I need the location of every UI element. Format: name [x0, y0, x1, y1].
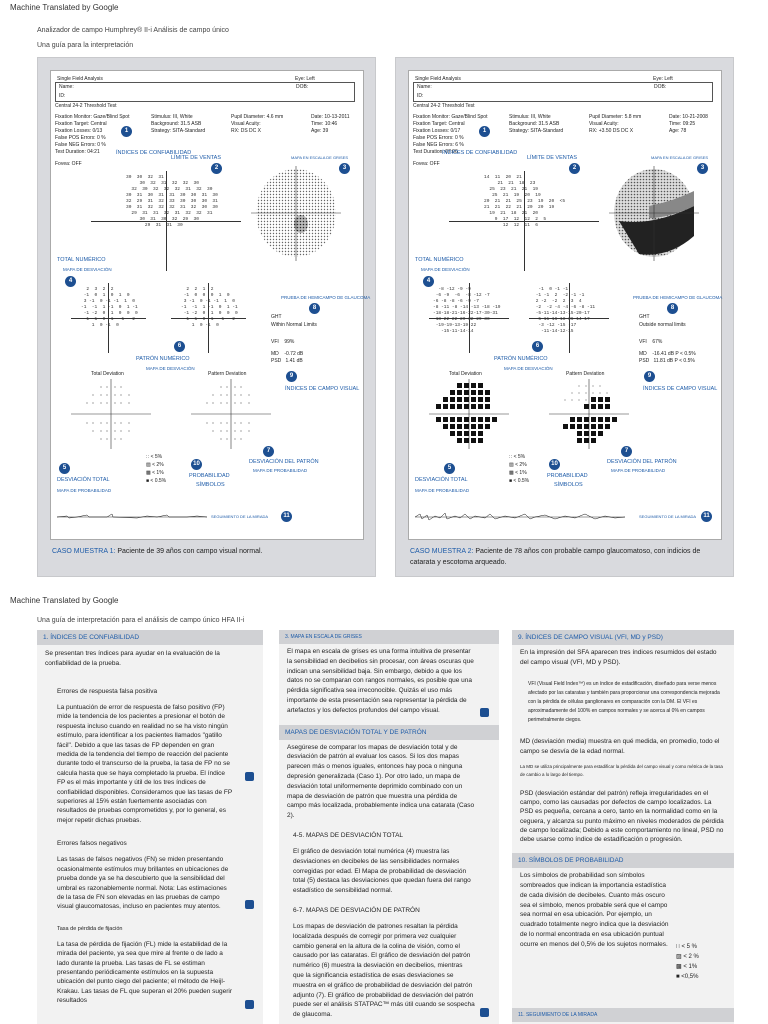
label-desviacion-patron: DESVIACIÓN DEL PATRÓN: [249, 459, 319, 465]
label-seguimiento: SEGUIMIENTO DE LA MIRADA: [211, 514, 269, 519]
label-desviacion-total-2: DESVIACIÓN TOTAL: [415, 477, 468, 483]
label-desviacion-patron-2: DESVIACIÓN DEL PATRÓN: [607, 459, 677, 465]
acuity: Visual Acuity:: [231, 121, 261, 127]
col3-text-2: Los símbolos de probabilidad son símbolos sombreados que indican la importancia estadística de cada división de decibeles. Cuanto más oscuro sea el símbolo, menos probable será que el campo sea normal en esa ubicación. Por ejemplo, un cuadrado totalmente negro indica que la desviación de lo normal encontrada en esa ubicación puntual ocurre en menos del 0,5% de los sujetos normales.: [520, 872, 669, 948]
legend-5: ∷ < 5%: [146, 454, 163, 460]
col2-text-1: El mapa en escala de grises es una forma intuitiva de presentar la sensibilidad en decibelios sin procesar, con áreas oscuras que indican una sensibilidad baja. Sin embargo, debido a que los datos no se comparan con rangos normales, es posible que una pérdida significativa sea irreconocible. Quizás el uso más importante de esta presentación sea representar la pérdida de artefactos y los defectos profundos del campo visual.: [287, 648, 474, 714]
fixation-monitor-2: Fixation Monitor: Gaze/Blind Spot: [413, 114, 488, 120]
col2-text-4: Los mapas de desviación de patrones resaltan la pérdida localizada después de corregir por primera vez cualquier cambio general en la altura de la colina de visión, como el causado por las cataratas. El gráfico de desviación del patrón numérico (6) muestra la desviación en decibelios, mientras que la significancia estadística de esas desviaciones se muestra en el gráfico de probabilidad de desviación del patrón adjunto (7). El gráfico de probabilidad de desviación del patrón puede ser el análisis STATPAC™ más útil cuando se sospecha de glaucoma.: [293, 922, 475, 1019]
rx: RX: DS DC X: [231, 128, 262, 134]
badge-5b: 5: [444, 463, 455, 474]
id-field: ID:: [59, 93, 66, 99]
pattern-deviation-numeric-2: -1 0 -1 -1 -1 -1 2 -2 -1 -1 2 -2 -2 2 -3 4 -2 -2 -4 -4 -6 -8 -11 -5-11-14-13-15-20-17 -5-11-16-18-26-14-17 -3 -12 -15 -17 -11-14-12-15: [529, 283, 609, 353]
total-deviation-numeric: 2 3 2 2 -1 0 1 0 1 0 3 -1 0 -1 -1 1 0 -1 -1 1 -1 0 1 -1 -1 -2 0 1 0 0 0 1 -1 0 1 -1 -2 1 0 -1 0: [71, 283, 146, 353]
sfa-title: Single Field Analysis: [57, 76, 103, 82]
threshold-grid-2: 14 11 20 21 21 21 18 23 25 23 21 21 19 25 21 19 20 19 20 21 21 25 23 19 20 <5 21 21 22 21 20 20 19 19 21 18 21 20 9 17 12 12 2 5 12 12 11 6: [449, 171, 599, 271]
col3-md: MD (desviación media) muestra en qué medida, en promedio, todo el campo se desvía de la edad normal.: [520, 738, 720, 755]
label-mapa-desviacion-2: MAPA DE DESVIACIÓN: [146, 366, 195, 371]
legend-1-label: < 1%: [152, 470, 164, 476]
case1-caption-text: Paciente de 39 años con campo visual normal.: [115, 548, 263, 555]
stimulus: Stimulus: III, White: [151, 114, 193, 120]
col-maps: [279, 630, 499, 1024]
label-mapa-desviacion: MAPA DE DESVIACIÓN: [63, 267, 112, 272]
ght-label-2: GHT: [639, 314, 650, 320]
fixation-target-2: Fixation Target: Central: [413, 121, 465, 127]
test-duration: Test Duration: 04:21: [55, 149, 100, 155]
psd-value: 1.41 dB: [285, 358, 303, 364]
col1-fn-text: Las tasas de falsos negativos (FN) se miden presentando ocasionalmente estímulos muy brillantes en ubicaciones de prueba donde ya se ha descubierto que la sensibilidad del umbral es razonablemente normal. Nota: Las estimaciones de la tasa de FN son elevadas en las pruebas de campo visual glaucomatosas, incluso en pacientes muy atentos.: [57, 856, 229, 911]
case2-caption: [410, 546, 720, 568]
threshold-grid: 30 30 32 31 30 32 31 32 32 30 32 30 32 32 32 31 32 30 30 31 30 31 31 30 30 31 30 32 29 31 32 33 30 30 30 31 30 31 32 32 32 31 32 30 30 29 31 31 32 31 32 32 31 30 31 30 32 29 30 29 31 31 30: [91, 171, 241, 271]
pupil: Pupil Diameter: 4.6 mm: [231, 114, 284, 120]
legend-05-label: < 0.5%: [150, 478, 167, 484]
legend-2-label-b: < 2%: [515, 462, 527, 468]
badge-8: 8: [309, 303, 320, 314]
time-2: Time: 09:25: [669, 121, 696, 127]
case1-caption-label: CASO MUESTRA 1:: [52, 548, 116, 555]
legend-1-label-b: < 1%: [515, 470, 527, 476]
false-pos-2: False POS Errors: 0 %: [413, 135, 464, 141]
name-field: Name:: [59, 84, 74, 90]
legend-row-5-label: < 5 %: [681, 944, 697, 950]
col2-heading-3: 4-5. MAPAS DE DESVIACIÓN TOTAL: [293, 831, 404, 839]
false-neg-2: False NEG Errors: 6 %: [413, 142, 464, 148]
legend-5-b: ∷ < 5%: [509, 454, 526, 460]
badge-1b: 1: [479, 126, 490, 137]
col3-intro: En la impresión del SFA aparecen tres índices resumidos del estado del campo visual (VFI, MD y PSD).: [520, 649, 717, 666]
info-icon-3: [245, 1000, 254, 1009]
col3-vfi: VFI (Visual Field Index™) es un índice de estadificación, diseñado para verse menos afectado por las cataratas y también para proporcionar una correspondencia mejorada con la pérdida de células ganglionares en comparación con la DM. El VFI es aproximadamente del 100% en campos normales y se acerca al 0% en campos perimetralmente ciegos.: [528, 681, 720, 723]
legend-row-05: ■ <0,5%: [676, 974, 699, 980]
total-deviation-title-2: Total Deviation: [449, 371, 482, 377]
label-simbolos-2: SÍMBOLOS: [554, 482, 583, 488]
label-patron-numerico: PATRÓN NUMÉRICO: [136, 356, 190, 362]
page-title: Analizador de campo Humphrey® II-i Análisis de campo único: [37, 27, 229, 34]
legend-2-label: < 2%: [152, 462, 164, 468]
strategy: Strategy: SITA-Standard: [151, 128, 206, 134]
background-2: Background: 31.5 ASB: [509, 121, 560, 127]
badge-2b: 2: [569, 163, 580, 174]
legend-05-label-b: < 0.5%: [513, 478, 530, 484]
badge-7: 7: [263, 446, 274, 457]
md-label: MD: [271, 351, 279, 357]
badge-5: 5: [59, 463, 70, 474]
label-mapa-prob-b: MAPA DE PROBABILIDAD: [611, 468, 666, 473]
label-mapa-desviacion-2b: MAPA DE DESVIACIÓN: [504, 366, 553, 371]
legend-row-1: ▩ < 1%: [676, 964, 698, 970]
date: Date: 10-13-2011: [311, 114, 350, 120]
page2-subtitle: Una guía de interpretación para el análisis de campo único HFA II-i: [37, 617, 245, 624]
badge-1: 1: [121, 126, 132, 137]
col1-fp-text: La puntuación de error de respuesta de falso positivo (FP) mide la tendencia de los pacientes a presionar el botón de respuesta incluso cuando en realidad no se ha visto ningún estímulo, para identificar a los pacientes llamados "gatillo fácil". Debido a que las tasas de FP dependen en gran medida de la tendencia del tiempo de reacción del paciente durante todo el transcurso de la prueba, la tasa de FP no se calcula hasta que se haya completado la prueba. El índice FP es el más importante y útil de los tres índices de confiabilidad disponibles. Consideramos que las tasas de FP superiores al 15% están fuertemente asociadas con resultados de pruebas comprometidos y, por lo general, es mejor repetir dichas pruebas.: [57, 704, 233, 824]
vfi-label-2: VFI: [639, 339, 647, 345]
badge-6b: 6: [532, 341, 543, 352]
badge-9: 9: [286, 371, 297, 382]
prob-symbol-legend: [676, 942, 699, 982]
legend-5-label: < 5%: [150, 454, 163, 460]
case2-panel: [395, 57, 734, 577]
fixation-target: Fixation Target: Central: [55, 121, 107, 127]
label-hemicampo-2: PRUEBA DE HEMICAMPO DE GLAUCOMA: [633, 295, 723, 300]
legend-row-1-label: < 1%: [683, 964, 698, 970]
vfi-row: [271, 339, 294, 345]
col2-heading-2: MAPAS DE DESVIACIÓN TOTAL Y DE PATRÓN: [279, 725, 499, 740]
legend-1-b: ▩ < 1%: [509, 470, 527, 476]
test-name: Central 24-2 Threshold Test: [55, 103, 117, 109]
grayscale-map: [251, 166, 341, 261]
md-value: -0.72 dB: [284, 351, 304, 357]
label-total-numerico-2: TOTAL NUMÉRICO: [415, 257, 464, 263]
col1-fl-text: La tasa de pérdida de fijación (FL) mide la estabilidad de la mirada del paciente, ya sea que mire al frente o de lado a lado durante la prueba. Las tasas de FL se estiman presentando periódicamente estímulos en la supuesta ubicación del punto ciego del paciente; el método de Heijl-Krakau. Las tasas de FL que superan el 20% pueden sugerir resultados: [57, 940, 233, 1005]
test-name-2: Central 24-2 Threshold Test: [413, 103, 475, 109]
md-label-2: MD: [639, 351, 647, 357]
case1-caption: [52, 546, 362, 557]
header-machine-translated-2: Machine Translated by Google: [10, 596, 119, 605]
date-2: Date: 10-21-2008: [669, 114, 708, 120]
md-row-2: [639, 351, 696, 357]
fixation-monitor: Fixation Monitor: Gaze/Blind Spot: [55, 114, 130, 120]
col1-fl-title: Tasa de pérdida de fijación: [57, 925, 123, 932]
total-deviation-numeric-2: -8 -12 -9 -9 -6 -9 -6 -8 -12 -7 -6 -8 -8 -6 -9 -7 -8 -11 -8 -14 -13 -18 -19 -18-18-21-16-22-17-30-31 -18-22-22-20-32-29-30 -19-19-13-19-22 -15-11-14-14: [429, 283, 509, 353]
col1-fp-title: Errores de respuesta falsa positiva: [57, 688, 158, 695]
label-mapa-prob: MAPA DE PROBABILIDAD: [253, 468, 308, 473]
col2-text-2: Asegúrese de comparar los mapas de desviación total y de desviación de patrón al evaluar los casos. Si los dos mapas parecen más o menos iguales, entonces hay poca o ninguna depresión generalizada (Caso 1). Por otro lado, un mapa de desviación total uniformemente deprimido combinado con un mapa de desviación de patrón que muestra una pérdida de campo más localizada, probablemente indica una catarata (Caso 2).: [287, 743, 475, 820]
pupil-2: Pupil Diameter: 5.8 mm: [589, 114, 642, 120]
label-simbolos: SÍMBOLOS: [196, 482, 225, 488]
stimulus-2: Stimulus: III, White: [509, 114, 551, 120]
legend-05-b: ■ < 0.5%: [509, 478, 530, 484]
time: Time: 10:46: [311, 121, 338, 127]
col3-psd: PSD (desviación estándar del patrón) refleja irregularidades en el campo, como las causadas por defectos de campo localizados. La PSD es pequeña, cercana a cero, tanto en la normalidad como en la ceguera, y alcanza su punto máximo en niveles moderados de pérdida de campo localizada; Debido a este comportamiento no lineal, PSD no debe usarse como índice de estadificación o progresión.: [520, 790, 724, 844]
pattern-deviation-prob-map-2: [549, 379, 629, 449]
gaze-tracking-trace-2: [415, 511, 625, 523]
badge-6: 6: [174, 341, 185, 352]
vfi-row-2: [639, 339, 662, 345]
col3-heading-3: 11. SEGUIMIENTO DE LA MIRADA: [512, 1008, 734, 1022]
legend-2-b: ▨ < 2%: [509, 462, 527, 468]
acuity-2: Visual Acuity:: [589, 121, 619, 127]
eye-label-2: Eye: Left: [653, 76, 673, 82]
psd-row: [271, 358, 303, 364]
false-pos: False POS Errors: 0 %: [55, 135, 106, 141]
psd-row-2: [639, 358, 695, 364]
badge-9b: 9: [644, 371, 655, 382]
badge-11: 11: [281, 511, 292, 522]
label-hemicampo: PRUEBA DE HEMICAMPO DE GLAUCOMA: [281, 295, 371, 300]
page-subtitle: Una guía para la interpretación: [37, 42, 134, 49]
pattern-deviation-title-2: Pattern Deviation: [566, 371, 605, 377]
badge-11b: 11: [701, 511, 712, 522]
legend-row-05-label: <0,5%: [681, 974, 699, 980]
legend-1: ▩ < 1%: [146, 470, 164, 476]
pattern-deviation-title: Pattern Deviation: [208, 371, 247, 377]
col1-intro: Se presentan tres índices para ayudar en la evaluación de la confiabilidad de la prueba.: [45, 650, 220, 667]
label-total-numerico: TOTAL NUMÉRICO: [57, 257, 106, 263]
dob-field-2: DOB:: [654, 84, 667, 90]
info-icon-1: [245, 772, 254, 781]
md-row: [271, 351, 303, 357]
col1-heading: 1. ÍNDICES DE CONFIABILIDAD: [37, 630, 263, 645]
label-limite: LÍMITE DE VENTAS: [171, 155, 222, 161]
fovea-2: Fovea: OFF: [413, 161, 440, 167]
id-field-2: ID:: [417, 93, 424, 99]
fixation-losses-2: Fixation Losses: 0/17: [413, 128, 461, 134]
label-mapa-desviacion-b: MAPA DE DESVIACIÓN: [421, 267, 470, 272]
col2-heading-4: 6-7. MAPAS DE DESVIACIÓN DE PATRÓN: [293, 906, 420, 914]
case2-printout: [408, 70, 722, 540]
patient-box-2: [413, 82, 713, 102]
case2-caption-text: Paciente de 78 años con probable campo glaucomatoso, con indicios de catarata y escotoma arqueado.: [410, 548, 701, 566]
badge-3: 3: [339, 163, 350, 174]
label-mapa-prob-2b: MAPA DE PROBABILIDAD: [415, 488, 470, 493]
md-value-2: -16.41 dB P < 0.5%: [652, 351, 696, 357]
badge-4: 4: [65, 276, 76, 287]
fovea: Fovea: OFF: [55, 161, 82, 167]
col-indices: [512, 630, 734, 1024]
badge-7b: 7: [621, 446, 632, 457]
col2-text-3: El gráfico de desviación total numérica (4) muestra las desviaciones en decibeles de las sensibilidades normales corregidas por edad. El Mapa de probabilidad de desviación total (5) destaca las desviaciones que quedan fuera del rango estadístico de sensibilidad normal.: [293, 847, 471, 895]
label-seguimiento-2: SEGUIMIENTO DE LA MIRADA: [639, 514, 697, 519]
false-neg: False NEG Errors: 0 %: [55, 142, 106, 148]
label-probabilidad-2: PROBABILIDAD: [547, 473, 588, 479]
legend-row-2-label: < 2 %: [683, 954, 699, 960]
label-indices-cv-2: ÍNDICES DE CAMPO VISUAL: [643, 386, 718, 392]
col2-heading-1: 3. MAPA EN ESCALA DE GRISES: [279, 630, 499, 644]
test-duration-2: Test Duration: 07:06: [413, 149, 458, 155]
rx-2: RX: +3.50 DS DC X: [589, 128, 634, 134]
vfi-value: 99%: [284, 339, 295, 345]
badge-4b: 4: [423, 276, 434, 287]
badge-10: 10: [191, 459, 202, 470]
label-limite-2: LÍMITE DE VENTAS: [527, 155, 578, 161]
eye-label: Eye: Left: [295, 76, 315, 82]
legend-2: ▨ < 2%: [146, 462, 164, 468]
badge-2: 2: [211, 163, 222, 174]
ght-value-2: Outside normal limits: [639, 322, 686, 328]
legend-05: ■ < 0.5%: [146, 478, 167, 484]
pattern-deviation-prob-map: [191, 379, 271, 449]
background: Background: 31.5 ASB: [151, 121, 202, 127]
gaze-tracking-trace: [57, 511, 207, 523]
label-probabilidad: PROBABILIDAD: [189, 473, 230, 479]
header-machine-translated: Machine Translated by Google: [10, 3, 119, 12]
label-indices-cv: ÍNDICES DE CAMPO VISUAL: [285, 386, 360, 392]
badge-10b: 10: [549, 459, 560, 470]
info-icon-5: [480, 1008, 489, 1017]
badge-8b: 8: [667, 303, 678, 314]
fixation-losses: Fixation Losses: 0/13: [55, 128, 103, 134]
label-patron-numerico-2: PATRÓN NUMÉRICO: [494, 356, 548, 362]
ght-label: GHT: [271, 314, 282, 320]
age-2: Age: 78: [669, 128, 687, 134]
label-grises-2: MAPA EN ESCALA DE GRISES: [651, 155, 709, 160]
dob-field: DOB:: [296, 84, 309, 90]
total-deviation-title: Total Deviation: [91, 371, 124, 377]
label-confiabilidad-2: ÍNDICES DE CONFIABILIDAD: [442, 150, 518, 156]
total-deviation-prob-map-2: [429, 379, 509, 449]
col1-fn-title: Errores falsos negativos: [57, 840, 127, 848]
name-field-2: Name:: [417, 84, 432, 90]
col-reliability: [37, 630, 263, 1024]
sfa-title-2: Single Field Analysis: [415, 76, 461, 82]
ght-value: Within Normal Limits: [271, 322, 317, 328]
age: Age: 39: [311, 128, 329, 134]
vfi-label: VFI: [271, 339, 279, 345]
col3-heading-1: 9. ÍNDICES DE CAMPO VISUAL (VFI, MD y PSD): [512, 630, 734, 645]
col3-heading-2: 10. SÍMBOLOS DE PROBABILIDAD: [512, 853, 734, 868]
badge-3b: 3: [697, 163, 708, 174]
legend-5-label-b: < 5%: [513, 454, 526, 460]
grayscale-map-2: [609, 166, 699, 261]
psd-value-2: 11.81 dB P < 0.5%: [653, 358, 695, 364]
psd-label: PSD: [271, 358, 282, 364]
label-confiabilidad: ÍNDICES DE CONFIABILIDAD: [116, 150, 192, 156]
case1-printout: [50, 70, 371, 540]
case2-caption-label: CASO MUESTRA 2:: [410, 548, 474, 555]
case1-panel: [37, 57, 376, 577]
patient-box: [55, 82, 355, 102]
col3-md-small: La MD se utiliza principalmente para estadificar la pérdida del campo visual y como métrica de la tasa de cambio a lo largo del tiempo.: [520, 764, 723, 777]
label-desviacion-total: DESVIACIÓN TOTAL: [57, 477, 110, 483]
total-deviation-prob-map: [71, 379, 151, 449]
legend-row-2: ▨ < 2 %: [676, 954, 699, 960]
info-icon-4: [480, 708, 489, 717]
vfi-value-2: 67%: [652, 339, 663, 345]
info-icon-2: [245, 900, 254, 909]
pattern-deviation-numeric: 2 2 1 2 -1 0 0 0 1 0 3 -1 0 -1 -1 1 0 -1 -1 1 -1 0 1 -1 -1 -2 0 1 0 0 0 1 -1 0 1 -1 -2 1 0 -1 0: [171, 283, 246, 353]
label-mapa-prob-2: MAPA DE PROBABILIDAD: [57, 488, 112, 493]
legend-row-5: ∷ < 5 %: [676, 944, 697, 950]
strategy-2: Strategy: SITA-Standard: [509, 128, 564, 134]
psd-label-2: PSD: [639, 358, 650, 364]
label-grises: MAPA EN ESCALA DE GRISES: [291, 155, 349, 160]
